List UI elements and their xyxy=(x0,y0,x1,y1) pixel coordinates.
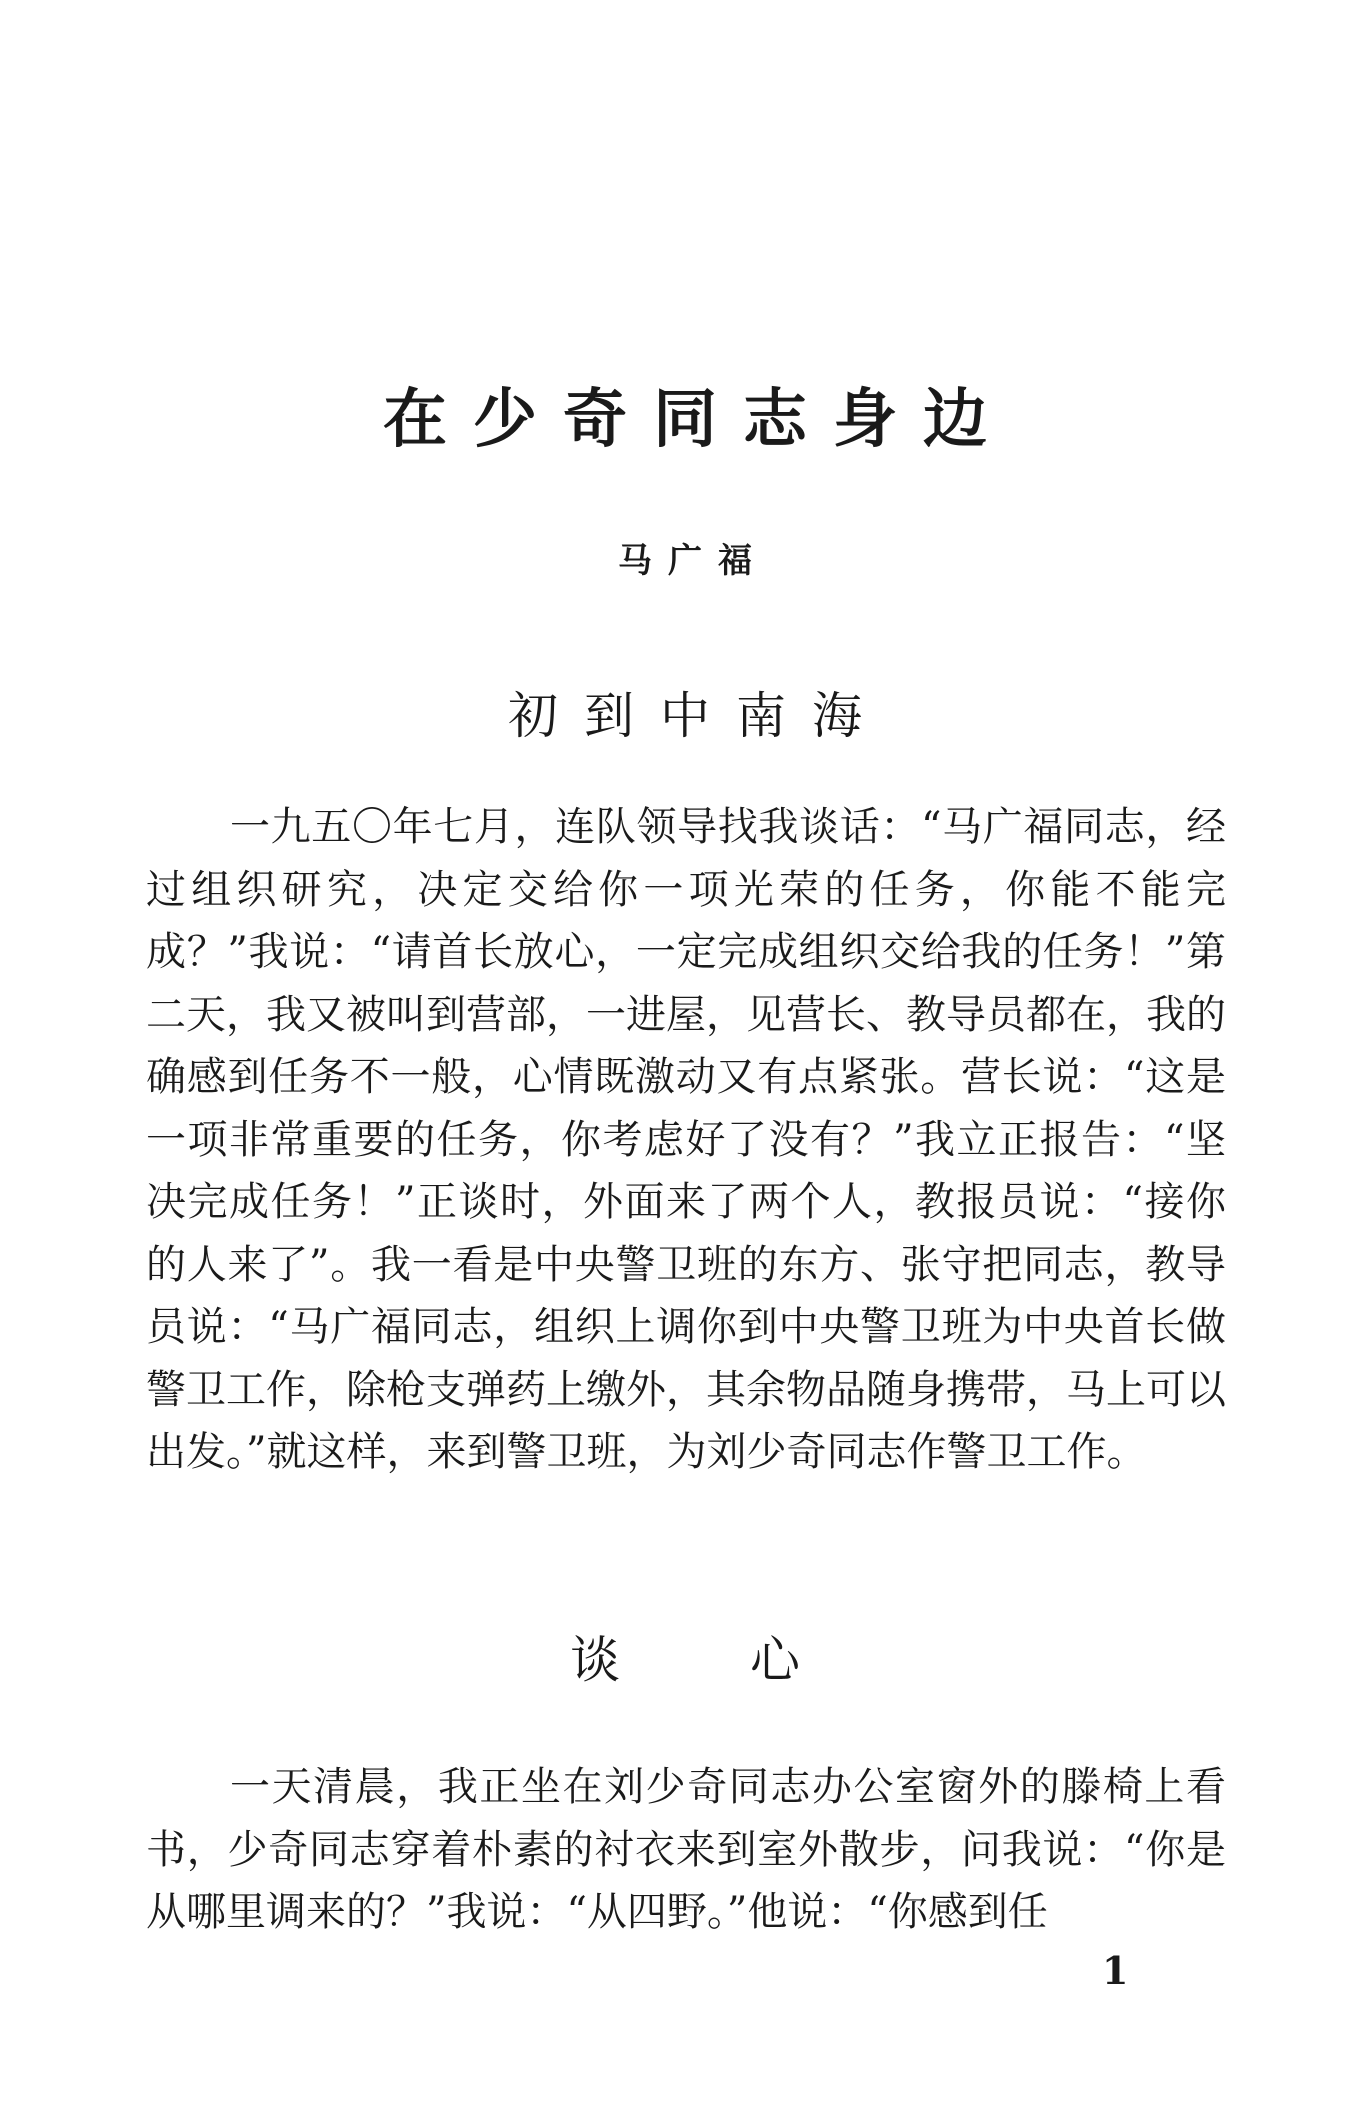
paragraph-first-arrival: 一九五〇年七月，连队领导找我谈话：“马广福同志，经过组织研究，决定交给你一项光荣的任务，你能不能完成？”我说：“请首长放心，一定完成组织交给我的任务！”第二天，我又被叫到营部，一进屋，见营长、教导员都在，我的确感到任务不一般，心情既激动又有点紧张。营长说：“这是一项非常重要的任务，你考虑好了没有？”我立正报告：“坚决完成任务！”正谈时，外面来了两个人，教报员说：“接你的人来了”。我一看是中央警卫班的东方、张守把同志，教导员说：“马广福同志，组织上调你到中央警卫班为中央首长做警卫工作，除枪支弹药上缴外，其余物品随身携带，马上可以出发。”就这样，来到警卫班，为刘少奇同志作警卫工作。 xyxy=(146,804,1226,1475)
article-author: 马广福 xyxy=(618,541,768,581)
page-number: 1 xyxy=(1102,1948,1129,1993)
section-heading-first-arrival: 初到中南海 xyxy=(508,687,888,745)
paragraph-heart-to-heart: 一天清晨，我正坐在刘少奇同志办公室窗外的滕椅上看书，少奇同志穿着朴素的衬衣来到室外散步，问我说：“你是从哪里调来的？”我说：“从四野。”他说：“你感到任 xyxy=(146,1764,1226,1935)
section-heading-heart-to-heart: 谈心 xyxy=(570,1631,930,1689)
article-title: 在少奇同志身边 xyxy=(383,382,1013,457)
